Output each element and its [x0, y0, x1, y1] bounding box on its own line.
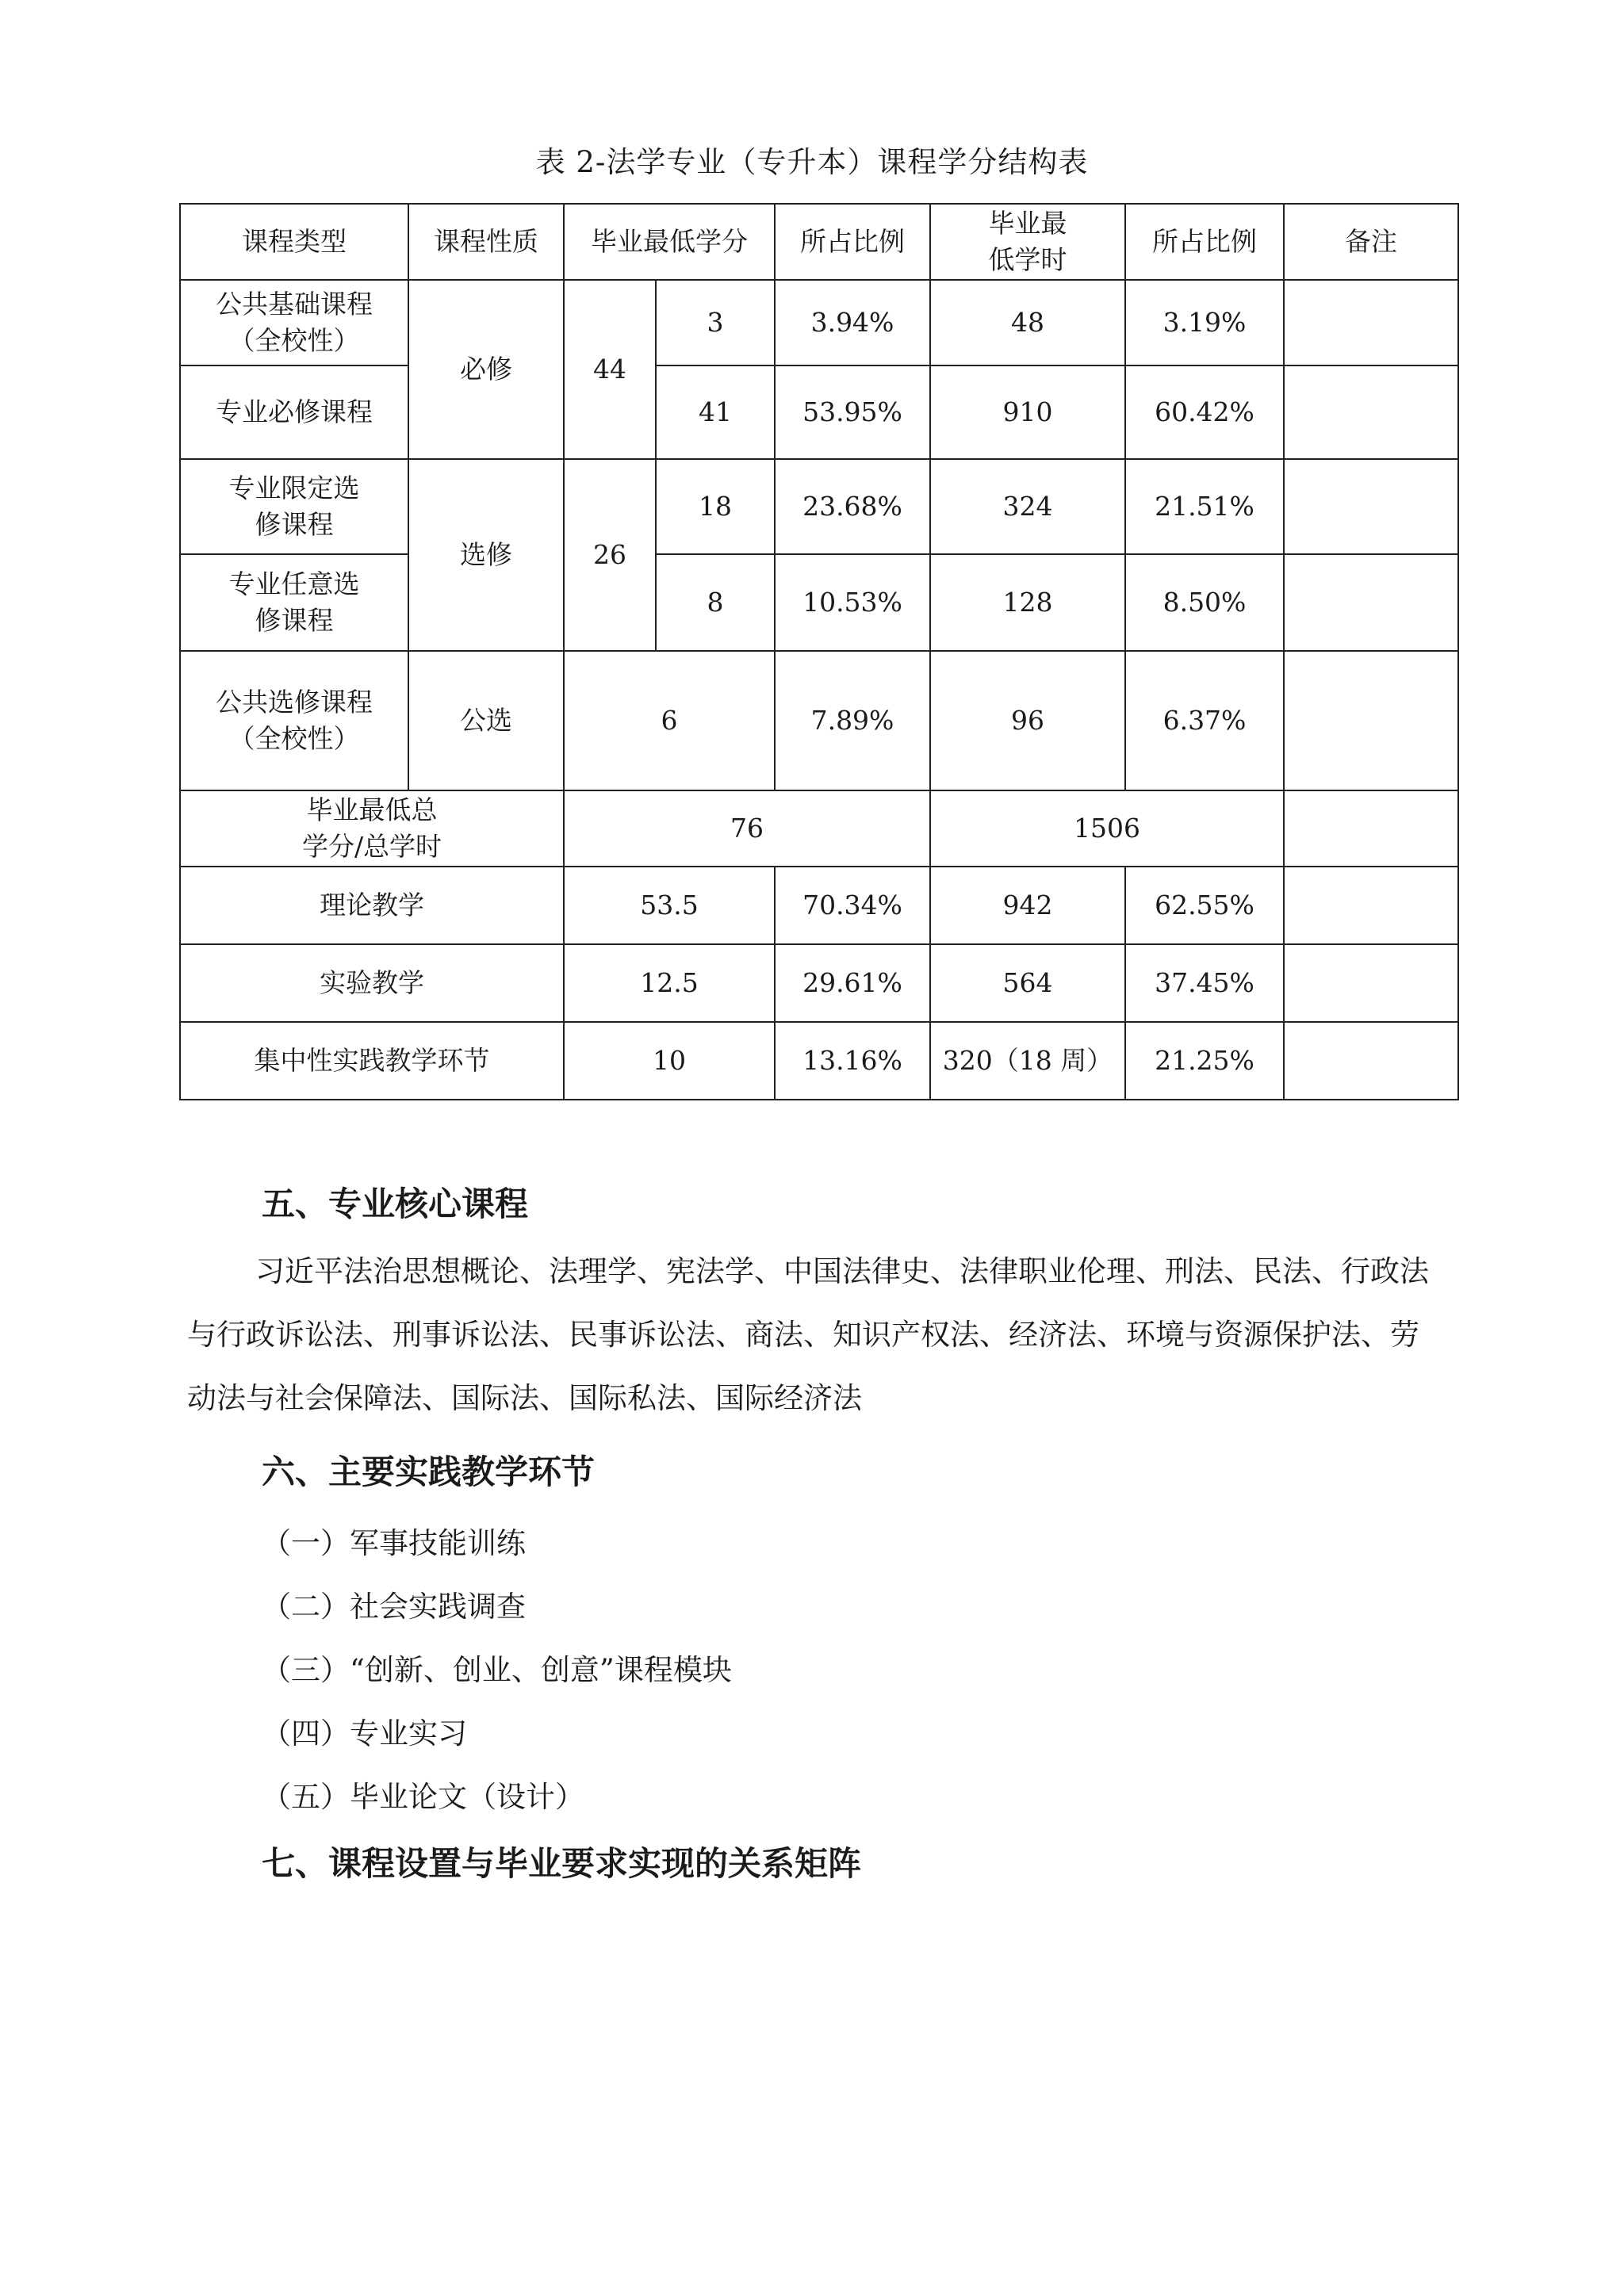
group-credits-cell: 44 — [564, 280, 656, 459]
course-nature-cell: 选修 — [408, 459, 564, 651]
hours-cell: 564 — [930, 944, 1125, 1022]
header-cell: 所占比例 — [775, 204, 930, 280]
breakdown-label-cell: 理论教学 — [180, 867, 564, 944]
credit-ratio-cell: 53.95% — [775, 365, 930, 459]
table-breakdown-row — [180, 1022, 1458, 1100]
hour-ratio-cell: 21.51% — [1125, 459, 1284, 554]
remark-cell — [1284, 365, 1458, 459]
credits-cell: 41 — [656, 365, 775, 459]
table-total-row — [180, 790, 1458, 867]
section-heading: 六、主要实践教学环节 — [262, 1452, 596, 1491]
practice-item: （五）毕业论文（设计） — [262, 1780, 584, 1814]
hour-ratio-cell: 3.19% — [1125, 280, 1284, 365]
credits-cell: 6 — [564, 651, 775, 790]
credits-cell: 12.5 — [564, 944, 775, 1022]
course-nature-cell: 必修 — [408, 280, 564, 459]
course-type-cell: 公共基础课程（全校性） — [180, 280, 408, 365]
course-type-cell: 公共选修课程（全校性） — [180, 651, 408, 790]
hour-ratio-cell: 60.42% — [1125, 365, 1284, 459]
credit-structure-table — [179, 203, 1459, 1100]
total-label-cell: 毕业最低总学分/总学时 — [180, 790, 564, 867]
hour-ratio-cell: 62.55% — [1125, 867, 1284, 944]
remark-cell — [1284, 280, 1458, 365]
table-row — [180, 280, 1458, 365]
group-credits-cell: 26 — [564, 459, 656, 651]
total-credits-cell: 76 — [564, 790, 930, 867]
course-type-cell: 专业必修课程 — [180, 365, 408, 459]
total-hours-cell: 1506 — [930, 790, 1284, 867]
breakdown-label-cell: 实验教学 — [180, 944, 564, 1022]
hour-ratio-cell: 8.50% — [1125, 554, 1284, 651]
section-heading: 七、课程设置与毕业要求实现的关系矩阵 — [262, 1844, 862, 1883]
credits-cell: 3 — [656, 280, 775, 365]
course-type-cell: 专业限定选修课程 — [180, 459, 408, 554]
hour-ratio-cell: 37.45% — [1125, 944, 1284, 1022]
remark-cell — [1284, 459, 1458, 554]
remark-cell — [1284, 651, 1458, 790]
table-row — [180, 459, 1458, 554]
table-row — [180, 554, 1458, 651]
hours-cell: 942 — [930, 867, 1125, 944]
remark-cell — [1284, 790, 1458, 867]
course-nature-cell: 公选 — [408, 651, 564, 790]
table-caption: 表 2-法学专业（专升本）课程学分结构表 — [535, 145, 1089, 179]
credits-cell: 53.5 — [564, 867, 775, 944]
hours-cell: 324 — [930, 459, 1125, 554]
credit-ratio-cell: 70.34% — [775, 867, 930, 944]
credit-ratio-cell: 29.61% — [775, 944, 930, 1022]
credits-cell: 8 — [656, 554, 775, 651]
header-cell: 毕业最低学分 — [564, 204, 775, 280]
hours-cell: 96 — [930, 651, 1125, 790]
hour-ratio-cell: 21.25% — [1125, 1022, 1284, 1100]
table-row — [180, 365, 1458, 459]
table-breakdown-row — [180, 944, 1458, 1022]
header-cell: 备注 — [1284, 204, 1458, 280]
practice-item: （四）专业实习 — [262, 1716, 467, 1751]
core-courses-paragraph: 习近平法治思想概论、法理学、宪法学、中国法律史、法律职业伦理、刑法、民法、行政法与行政诉讼法、刑事诉讼法、民事诉讼法、商法、知识产权法、经济法、环境与资源保护法、劳动法与社会保障法、国际法、国际私法、国际经济法 — [187, 1254, 1429, 1415]
header-cell: 毕业最低学时 — [930, 204, 1125, 280]
credits-cell: 10 — [564, 1022, 775, 1100]
credit-ratio-cell: 23.68% — [775, 459, 930, 554]
hours-cell: 910 — [930, 365, 1125, 459]
hours-cell: 320（18 周） — [930, 1022, 1125, 1100]
practice-item: （三）“创新、创业、创意”课程模块 — [262, 1653, 732, 1687]
hours-cell: 48 — [930, 280, 1125, 365]
credit-ratio-cell: 7.89% — [775, 651, 930, 790]
practice-item: （二）社会实践调查 — [262, 1590, 526, 1624]
remark-cell — [1284, 944, 1458, 1022]
table-header-row — [180, 204, 1458, 280]
credits-cell: 18 — [656, 459, 775, 554]
remark-cell — [1284, 554, 1458, 651]
hours-cell: 128 — [930, 554, 1125, 651]
table-row — [180, 651, 1458, 790]
practice-item: （一）军事技能训练 — [262, 1526, 526, 1560]
section-heading: 五、专业核心课程 — [262, 1184, 529, 1223]
credit-ratio-cell: 13.16% — [775, 1022, 930, 1100]
remark-cell — [1284, 867, 1458, 944]
credit-ratio-cell: 10.53% — [775, 554, 930, 651]
hour-ratio-cell: 6.37% — [1125, 651, 1284, 790]
remark-cell — [1284, 1022, 1458, 1100]
header-cell: 课程性质 — [408, 204, 564, 280]
table-breakdown-row — [180, 867, 1458, 944]
breakdown-label-cell: 集中性实践教学环节 — [180, 1022, 564, 1100]
course-type-cell: 专业任意选修课程 — [180, 554, 408, 651]
header-cell: 所占比例 — [1125, 204, 1284, 280]
header-cell: 课程类型 — [180, 204, 408, 280]
credit-ratio-cell: 3.94% — [775, 280, 930, 365]
